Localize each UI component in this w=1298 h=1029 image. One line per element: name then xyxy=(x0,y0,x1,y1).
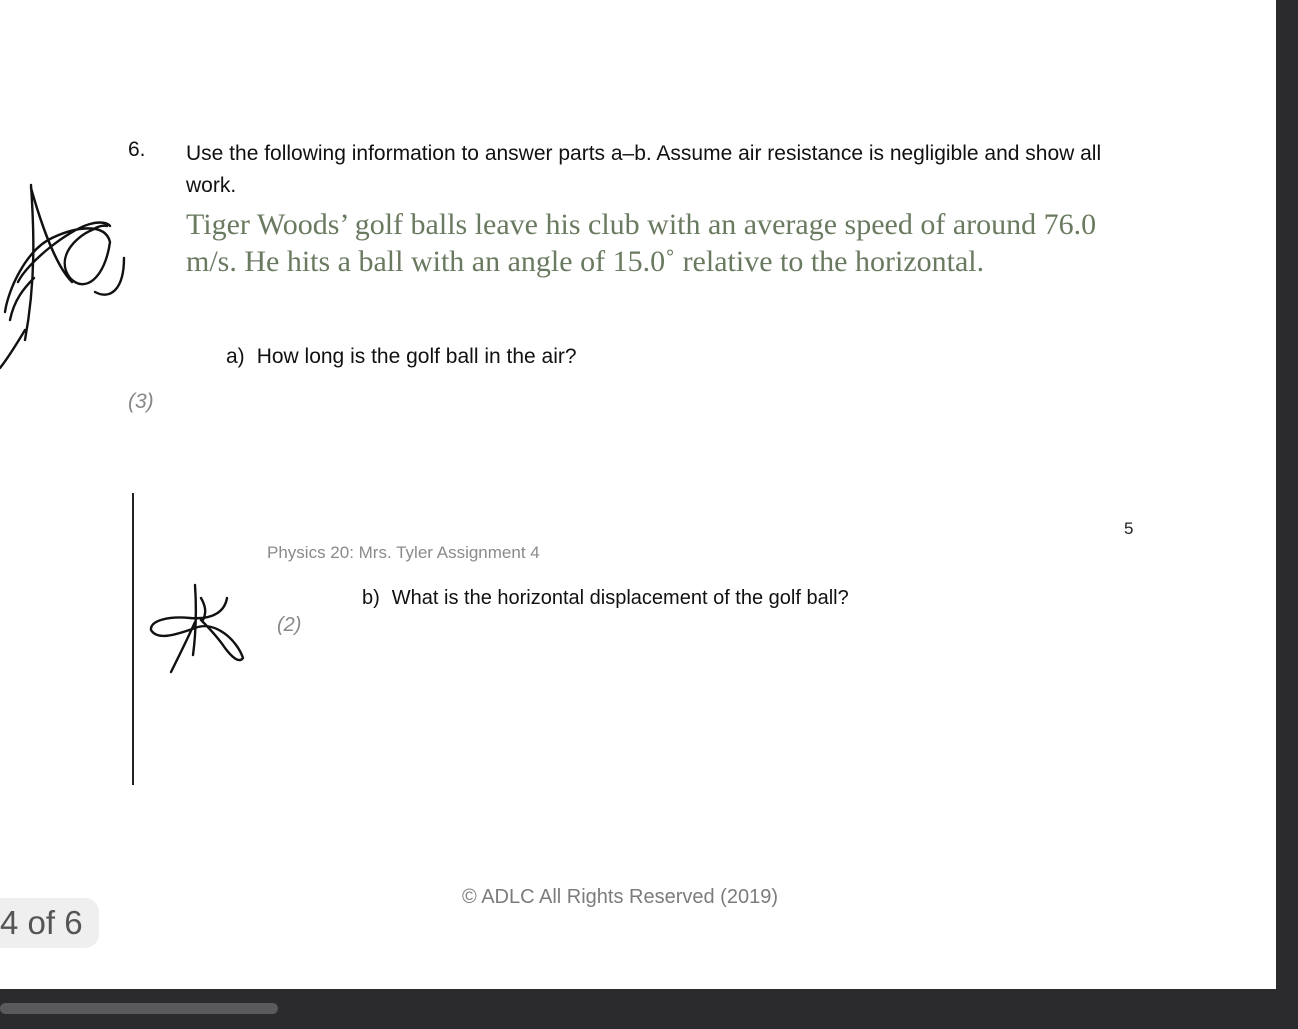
part-a-marks: (3) xyxy=(128,390,154,413)
question-passage: Tiger Woods’ golf balls leave his club with an average speed of around 76.0 m/s. He hits a ball with an angle of 15.0˚ relative to the horizontal. xyxy=(186,208,1097,278)
part-a-text: How long is the golf ball in the air? xyxy=(256,345,577,368)
page-divider-line xyxy=(132,493,134,785)
part-b-text: What is the horizontal displacement of the golf ball? xyxy=(391,587,849,609)
part-b-question xyxy=(362,587,849,610)
question-instructions: Use the following information to answer parts a–b. Assume air resistance is negligible and show all work. xyxy=(186,142,1102,197)
running-header: Physics 20: Mrs. Tyler Assignment 4 xyxy=(267,543,540,562)
horizontal-scrollbar[interactable] xyxy=(0,1003,278,1014)
copyright-footer: © ADLC All Rights Reserved (2019) xyxy=(462,886,778,908)
question-number: 6. xyxy=(128,138,146,161)
part-a-question xyxy=(226,345,577,369)
page-indicator: 4 of 6 xyxy=(0,898,99,948)
part-a-label: a) xyxy=(226,345,245,368)
part-b-marks: (2) xyxy=(277,614,302,636)
page-number: 5 xyxy=(1124,519,1134,538)
signature-small xyxy=(145,580,250,680)
part-b-label: b) xyxy=(362,587,380,609)
signature-large xyxy=(0,180,135,370)
